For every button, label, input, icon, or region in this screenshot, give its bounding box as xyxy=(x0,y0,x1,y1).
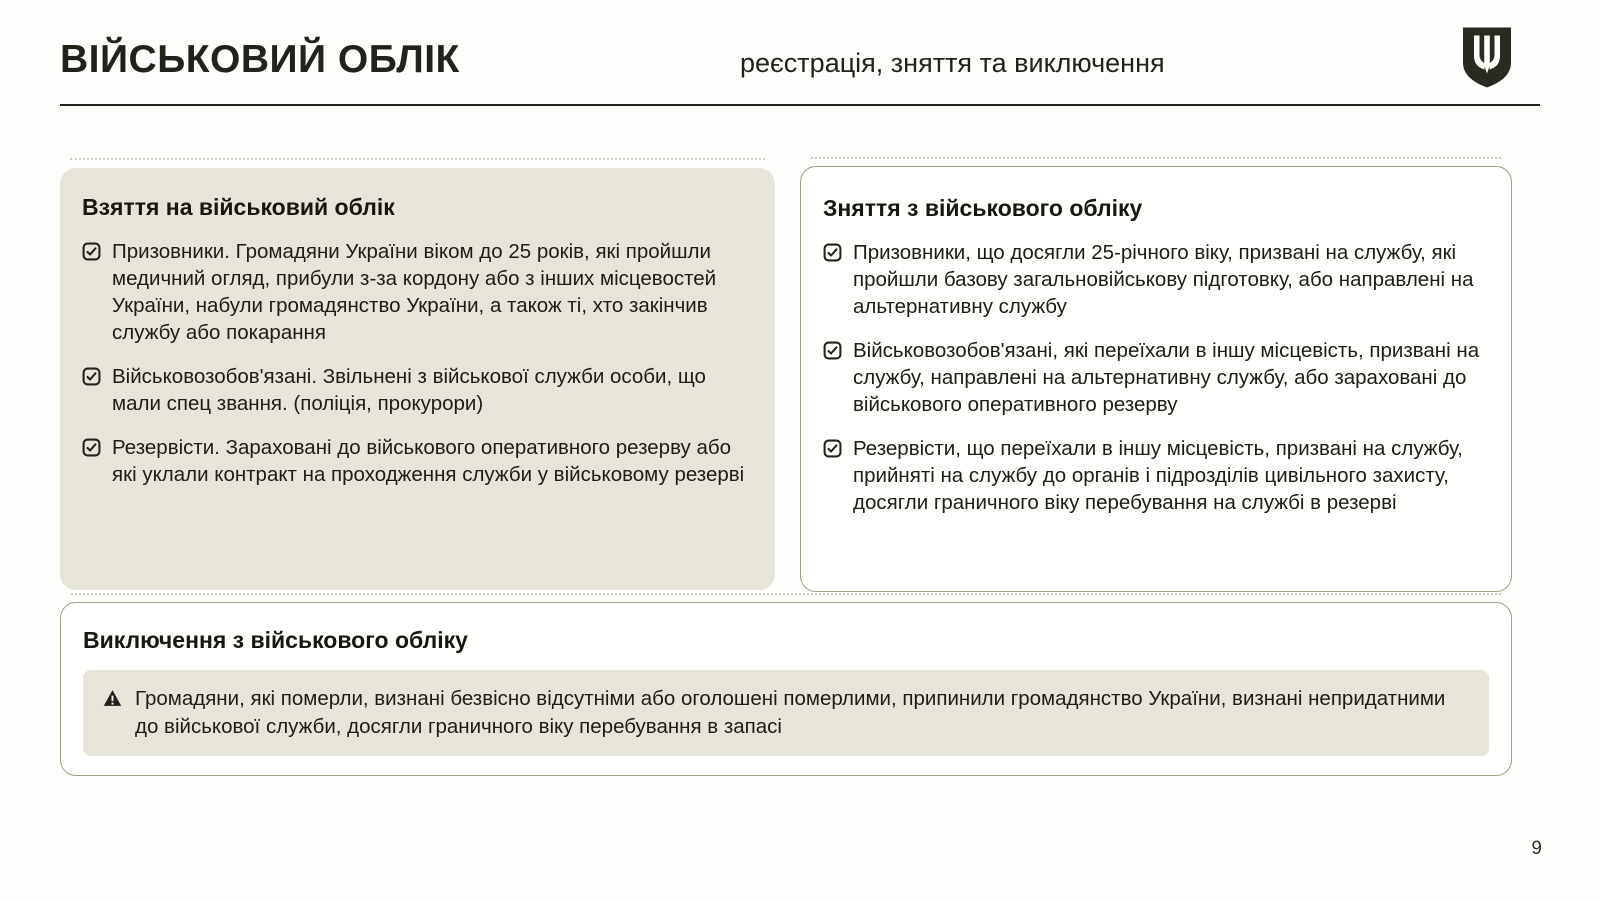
page-title: ВІЙСЬКОВИЙ ОБЛІК xyxy=(60,38,460,81)
list-item xyxy=(82,434,749,488)
card-removal xyxy=(800,166,1512,592)
list-item xyxy=(823,337,1485,418)
card-removal-title: Зняття з військового обліку xyxy=(823,195,1143,221)
list-item xyxy=(82,363,749,417)
warning-panel xyxy=(83,670,1489,756)
list-item xyxy=(82,238,749,346)
card-exclusion-title: Виключення з військового обліку xyxy=(83,627,468,653)
list-item-text: Призовники, що досягли 25-річного віку, призвані на службу, які пройшли базову загальновійськову підготовку, або направлені на альтернативну службу xyxy=(853,241,1474,318)
list-item xyxy=(823,239,1485,320)
checkbox-checked-icon xyxy=(823,439,842,458)
checkbox-checked-icon xyxy=(82,367,101,386)
checkbox-checked-icon xyxy=(82,438,101,457)
card-exclusion xyxy=(60,602,1512,776)
list-item-text: Військовозобов'язані, які переїхали в іншу місцевість, призвані на службу, направлені на альтернативну службу, або зараховані до військового оперативного резерву xyxy=(853,339,1480,416)
page-number: 9 xyxy=(1531,838,1542,859)
trident-shield-logo-icon xyxy=(1462,25,1512,90)
checkbox-checked-icon xyxy=(823,341,842,360)
checkbox-checked-icon xyxy=(82,242,101,261)
header-divider xyxy=(60,104,1540,106)
registration-list xyxy=(82,238,749,488)
list-item-text: Резервісти, що переїхали в іншу місцевість, призвані на службу, прийняті на службу до органів і підрозділів цивільного захисту, досягли граничного віку перебування на службі в резерві xyxy=(853,437,1463,514)
card-registration-title: Взяття на військовий облік xyxy=(82,194,395,220)
list-item-text: Призовники. Громадяни України віком до 25 років, які пройшли медичний огляд, прибули з-за кордону або з інших місцевостей України, набули громадянство України, а також ті, хто закінчив службу або покарання xyxy=(112,240,717,344)
list-item-text: Військовозобов'язані. Звільнені з військової служби особи, що мали спец звання. (поліція, прокурори) xyxy=(112,365,706,415)
card-registration xyxy=(60,168,775,590)
page-subtitle: реєстрація, зняття та виключення xyxy=(740,48,1165,78)
warning-icon xyxy=(103,689,122,707)
list-item-text: Резервісти. Зараховані до військового оперативного резерву або які уклали контракт на проходження служби у військовому резерві xyxy=(112,436,745,486)
checkbox-checked-icon xyxy=(823,243,842,262)
removal-list xyxy=(823,239,1485,516)
warning-text: Громадяни, які померли, визнані безвісно відсутніми або оголошені померлими, припинили громадянство України, визнані непридатними до військової служби, досягли граничного віку перебування в запасі xyxy=(135,687,1446,738)
list-item xyxy=(823,435,1485,516)
